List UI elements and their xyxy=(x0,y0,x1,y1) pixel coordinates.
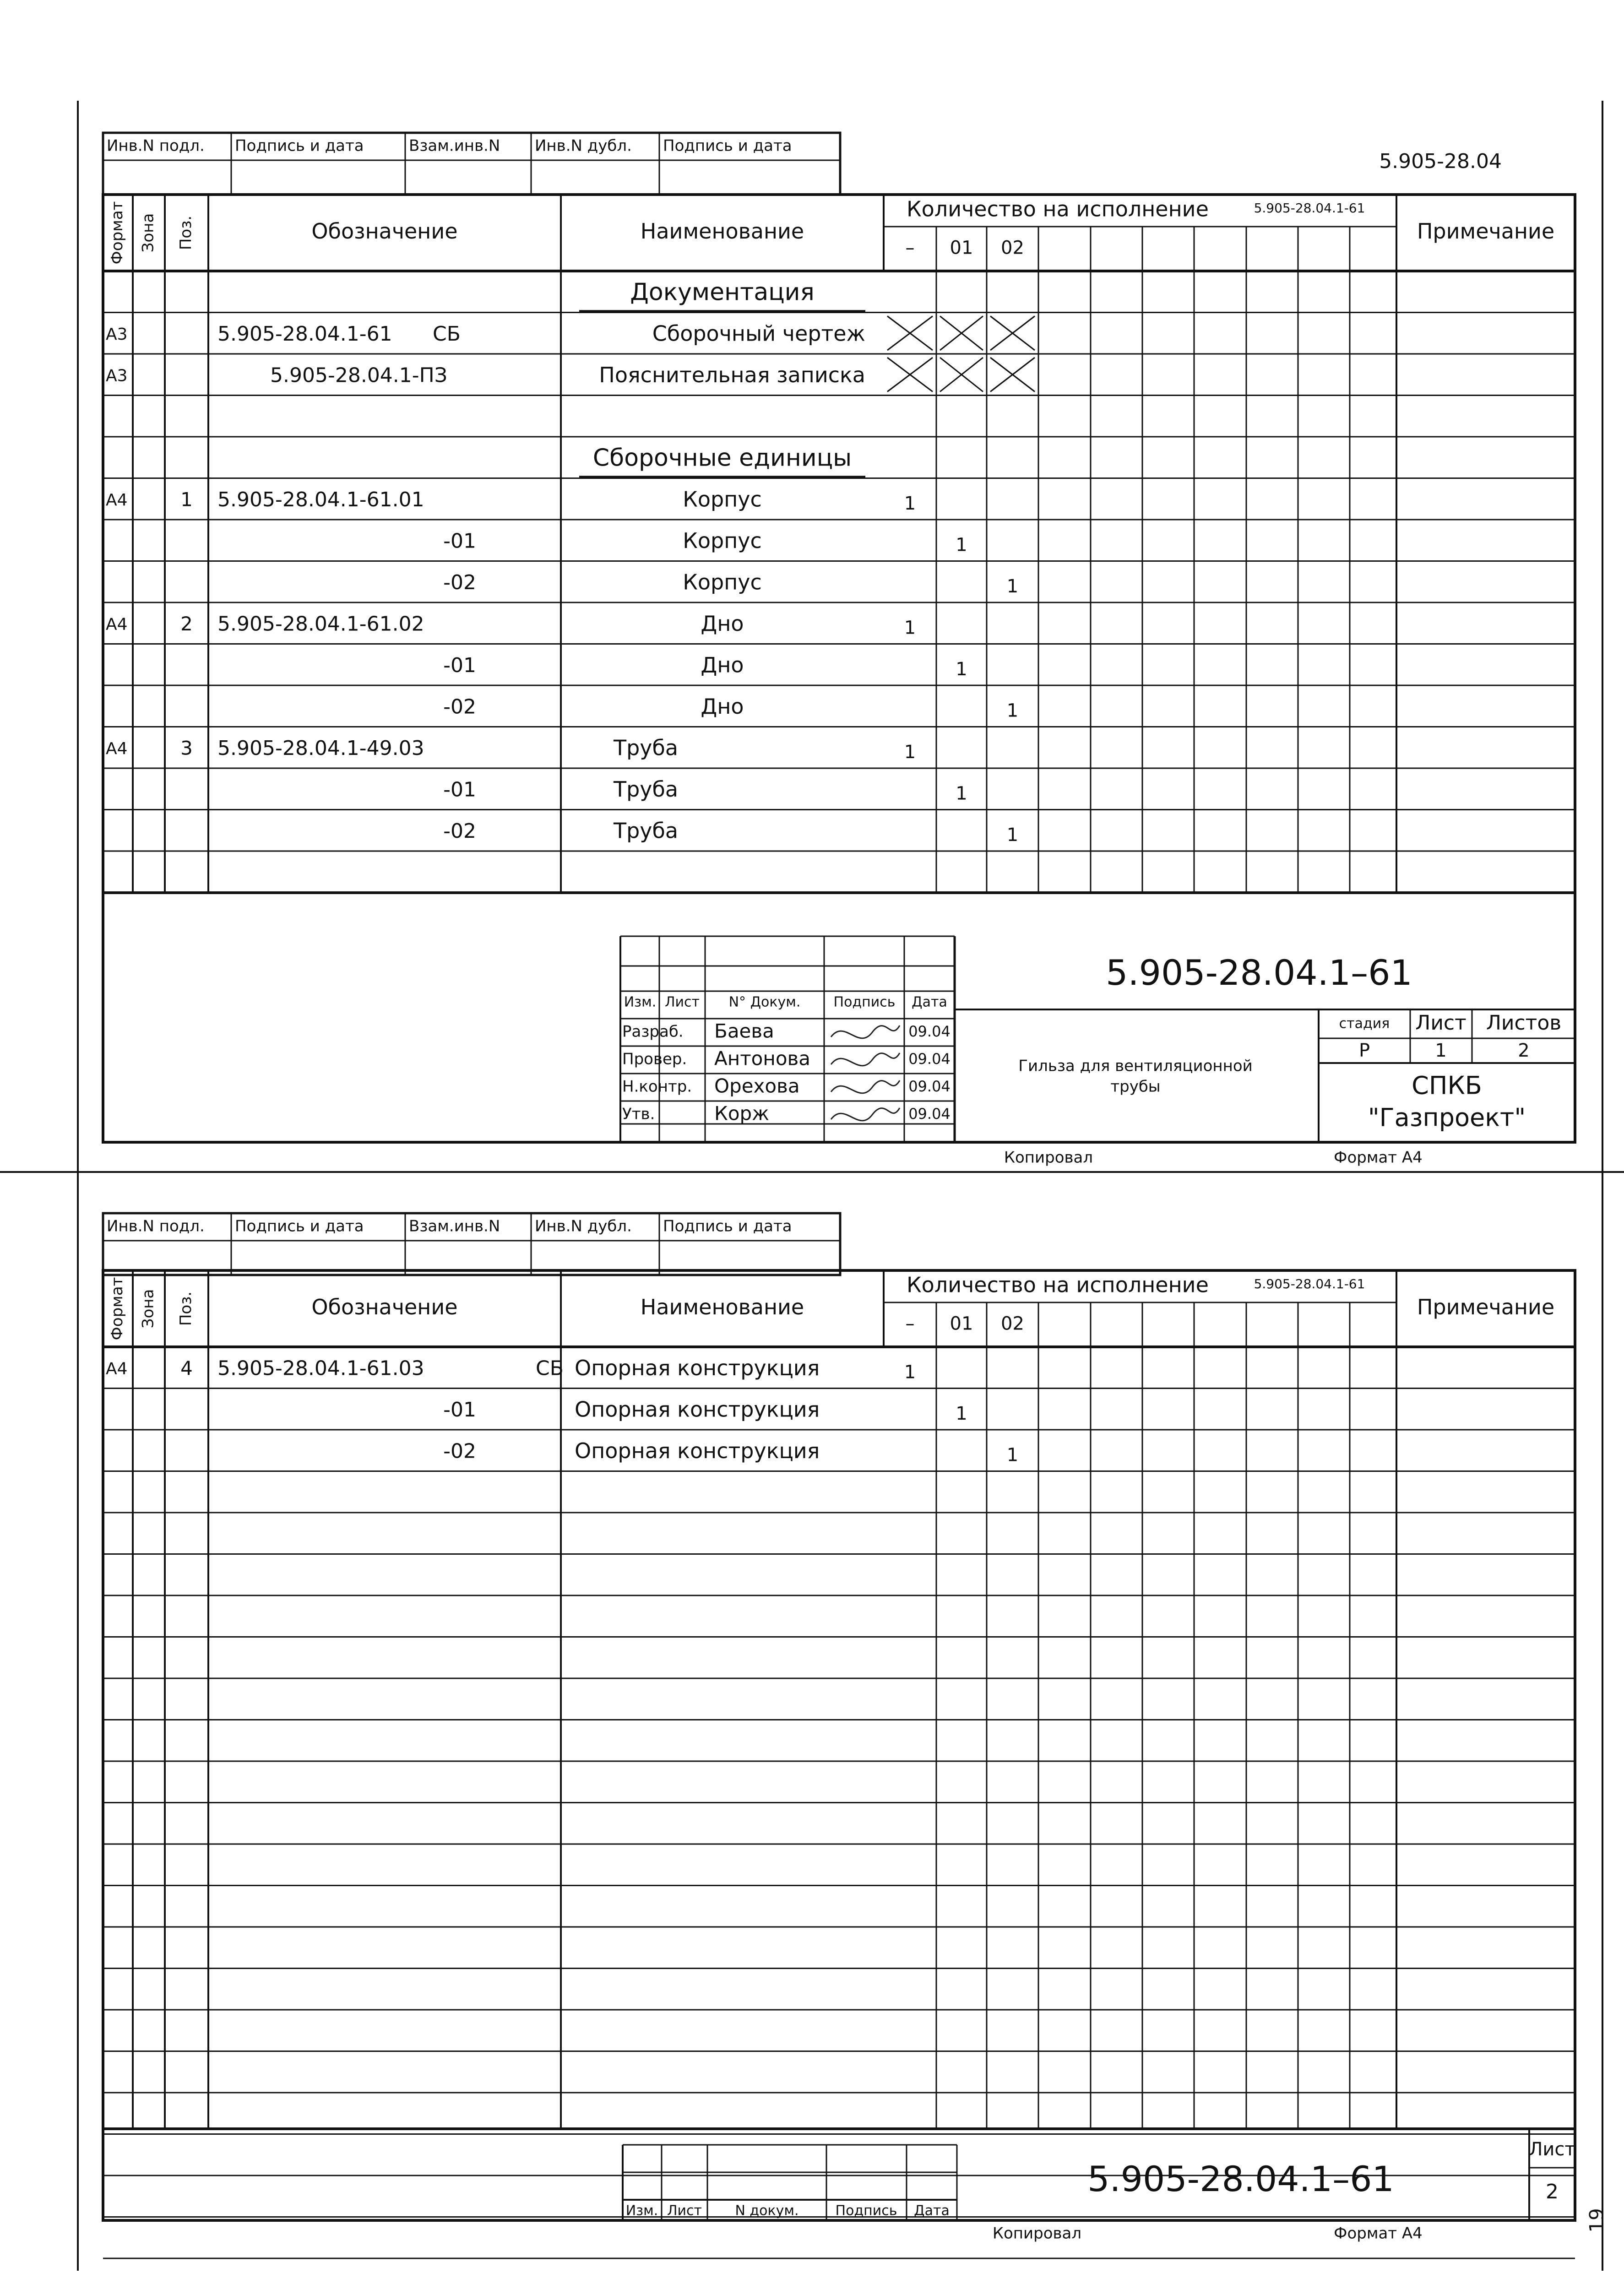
cell-qty: 1 xyxy=(956,534,967,556)
cell-name: Труба xyxy=(614,818,679,843)
cell-pos: 3 xyxy=(180,737,193,760)
cell-designation: -01 xyxy=(443,653,476,677)
inventory-label: Инв.N дубл. xyxy=(535,1217,632,1236)
col-note-header: Примечание xyxy=(1417,1295,1555,1319)
section-title: Документация xyxy=(630,278,815,306)
cell-qty: 1 xyxy=(904,1362,916,1383)
signature-icon xyxy=(831,1080,900,1093)
inventory-label: Подпись и дата xyxy=(663,1217,792,1236)
cell-name: Пояснительная записка xyxy=(599,362,865,387)
title-header-label: Подпись xyxy=(833,994,896,1010)
cell-format: А3 xyxy=(106,325,128,344)
qty-variant-2: 02 xyxy=(1001,237,1024,259)
cell-designation-suffix: СБ xyxy=(536,1356,564,1380)
cell-name: Опорная конструкция xyxy=(575,1438,820,1463)
qty-variant-1: 01 xyxy=(950,237,973,259)
col-note-header: Примечание xyxy=(1417,219,1555,244)
signature-icon xyxy=(831,1053,900,1066)
cell-designation: 5.905-28.04.1-61.03 xyxy=(217,1356,424,1380)
col-qty-code: 5.905-28.04.1-61 xyxy=(1254,1276,1365,1291)
product-name-line1: Гильза для вентиляционной xyxy=(1018,1057,1253,1075)
stage-value: Р xyxy=(1358,1040,1370,1061)
cell-name: Дно xyxy=(701,652,744,678)
col-qty-code: 5.905-28.04.1-61 xyxy=(1254,201,1365,216)
col-format-header: Формат xyxy=(108,1277,126,1340)
title2-header-label: N докум. xyxy=(735,2203,799,2219)
signature-icon xyxy=(831,1025,900,1038)
cell-designation: 5.905-28.04.1-ПЗ xyxy=(270,363,447,387)
cell-pos: 1 xyxy=(180,488,193,511)
footer-copied: Копировал xyxy=(1004,1148,1093,1167)
cell-qty: 1 xyxy=(956,783,967,804)
inventory-label: Инв.N дубл. xyxy=(535,136,632,155)
document-code: 5.905-28.04.1–61 xyxy=(1106,952,1412,993)
cell-designation: 5.905-28.04.1-49.03 xyxy=(217,736,424,760)
cell-pos: 4 xyxy=(180,1356,193,1379)
qty-variant-1: 01 xyxy=(950,1313,973,1335)
cell-name: Корпус xyxy=(683,528,762,553)
cell-format: А4 xyxy=(106,1359,128,1378)
footer-format-2: Формат А4 xyxy=(1334,2224,1423,2243)
sheet-label-2: Лист xyxy=(1529,2139,1575,2160)
col-pos-header: Поз. xyxy=(177,215,195,250)
col-designation-header: Обозначение xyxy=(311,219,458,244)
product-name-line2: трубы xyxy=(1110,1077,1161,1096)
col-format-header: Формат xyxy=(108,201,126,265)
col-designation-header: Обозначение xyxy=(311,1295,458,1319)
signer-role: Разраб. xyxy=(622,1022,684,1041)
title2-header-label: Лист xyxy=(667,2203,702,2219)
cell-name: Опорная конструкция xyxy=(575,1397,820,1422)
signer-date: 09.04 xyxy=(908,1050,951,1068)
signer-name: Антонова xyxy=(714,1047,810,1070)
cell-pos: 2 xyxy=(180,612,193,635)
sheets-label: Листов xyxy=(1486,1011,1562,1035)
sheet-value-2: 2 xyxy=(1546,2180,1559,2203)
cell-qty: 1 xyxy=(1006,700,1019,722)
inventory-label: Взам.инв.N xyxy=(409,1217,500,1236)
cell-qty: 1 xyxy=(1006,824,1019,846)
signer-date: 09.04 xyxy=(908,1023,951,1040)
sheet-value: 1 xyxy=(1435,1040,1447,1061)
cell-designation: -01 xyxy=(443,529,476,553)
organization-line1: СПКБ xyxy=(1412,1071,1482,1100)
col-zone-header: Зона xyxy=(139,213,158,253)
cell-designation-suffix: СБ xyxy=(433,322,461,346)
col-pos-header: Поз. xyxy=(177,1291,195,1326)
inventory-label: Подпись и дата xyxy=(235,1217,364,1236)
title-header-label: Изм. xyxy=(624,994,657,1010)
signer-name: Баева xyxy=(714,1020,774,1042)
cell-designation: -02 xyxy=(443,819,476,843)
sheet-label: Лист xyxy=(1415,1011,1466,1035)
title2-header-label: Дата xyxy=(914,2203,950,2219)
col-name-header: Наименование xyxy=(640,1295,804,1319)
cell-designation: -02 xyxy=(443,1439,476,1463)
signer-name: Корж xyxy=(714,1102,770,1125)
cell-name: Корпус xyxy=(683,570,762,595)
organization-line2: "Газпроект" xyxy=(1368,1103,1526,1132)
signer-role: Провер. xyxy=(622,1050,687,1069)
cell-qty: 1 xyxy=(904,617,916,639)
title-header-label: Лист xyxy=(664,994,700,1010)
cell-name: Дно xyxy=(701,611,744,636)
title-header-label: Дата xyxy=(912,994,947,1010)
cell-qty: 1 xyxy=(956,658,967,680)
qty-variant-0: – xyxy=(905,237,915,259)
qty-variant-0: – xyxy=(905,1313,915,1335)
header-code: 5.905-28.04 xyxy=(1379,150,1502,173)
footer-format: Формат А4 xyxy=(1334,1148,1423,1167)
cell-qty: 1 xyxy=(904,741,916,763)
cell-designation: 5.905-28.04.1-61.02 xyxy=(217,612,424,636)
signer-date: 09.04 xyxy=(908,1105,951,1123)
footer-copied-2: Копировал xyxy=(992,2224,1082,2243)
cell-designation: -01 xyxy=(443,778,476,802)
cell-designation: -02 xyxy=(443,570,476,594)
cell-name: Корпус xyxy=(683,487,762,512)
inventory-label: Инв.N подл. xyxy=(107,136,205,155)
signer-role: Н.контр. xyxy=(622,1077,692,1096)
col-zone-header: Зона xyxy=(139,1289,158,1329)
cell-qty: 1 xyxy=(956,1403,967,1424)
title-header-label: N° Докум. xyxy=(728,994,801,1010)
signer-date: 09.04 xyxy=(908,1078,951,1095)
document-code-2: 5.905-28.04.1–61 xyxy=(1087,2158,1394,2199)
cell-format: А4 xyxy=(106,615,128,634)
cell-designation: -02 xyxy=(443,695,476,719)
col-name-header: Наименование xyxy=(640,219,804,244)
cell-name: Опорная конструкция xyxy=(575,1355,820,1380)
signature-icon xyxy=(831,1108,900,1121)
cell-name: Дно xyxy=(701,694,744,719)
col-qty-header: Количество на исполнение xyxy=(907,196,1209,222)
qty-variant-2: 02 xyxy=(1001,1313,1024,1335)
section-title: Сборочные единицы xyxy=(592,444,852,472)
cell-format: А4 xyxy=(106,739,128,758)
cell-designation: 5.905-28.04.1-61.01 xyxy=(217,488,424,511)
inventory-label: Инв.N подл. xyxy=(107,1217,205,1236)
side-number: 19 xyxy=(1585,2208,1608,2233)
sheets-value: 2 xyxy=(1518,1040,1530,1061)
col-qty-header: Количество на исполнение xyxy=(907,1272,1209,1297)
cell-designation: 5.905-28.04.1-61 xyxy=(217,322,392,346)
inventory-label: Подпись и дата xyxy=(235,136,364,155)
cell-format: А4 xyxy=(106,490,128,510)
cell-designation: -01 xyxy=(443,1398,476,1421)
cell-qty: 1 xyxy=(904,493,916,514)
inventory-label: Подпись и дата xyxy=(663,136,792,155)
cell-name: Труба xyxy=(614,776,679,802)
inventory-label: Взам.инв.N xyxy=(409,136,500,155)
signer-name: Орехова xyxy=(714,1074,800,1097)
title2-header-label: Подпись xyxy=(835,2203,897,2219)
stage-label: стадия xyxy=(1339,1015,1390,1032)
cell-name: Труба xyxy=(614,735,679,760)
signer-role: Утв. xyxy=(622,1105,655,1123)
cell-name: Сборочный чертеж xyxy=(652,321,865,346)
cell-qty: 1 xyxy=(1006,1444,1019,1466)
title2-header-label: Изм. xyxy=(625,2203,658,2219)
cell-format: А3 xyxy=(106,366,128,385)
cell-qty: 1 xyxy=(1006,575,1019,597)
